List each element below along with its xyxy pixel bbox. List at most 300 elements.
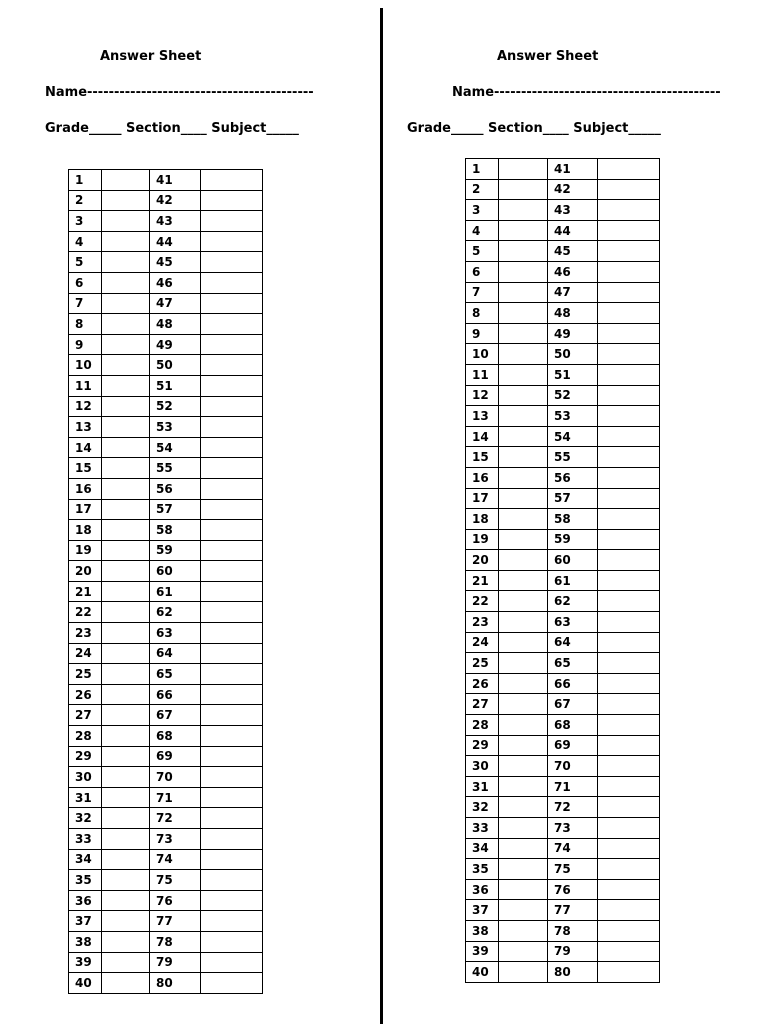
question-number: 19 [69,540,102,561]
question-number: 33 [466,818,499,839]
table-row [69,375,263,396]
answer-cell [102,767,150,788]
answer-cell [598,570,660,591]
table-row [466,529,660,550]
answer-cell [102,499,150,520]
question-number: 18 [466,509,499,530]
answer-cell [598,818,660,839]
question-number: 52 [548,385,598,406]
answer-cell [102,849,150,870]
answer-cell [598,406,660,427]
question-number: 57 [150,499,201,520]
question-number: 26 [69,684,102,705]
answer-cell [201,829,263,850]
table-row [69,973,263,994]
table-row [69,540,263,561]
question-number: 27 [466,694,499,715]
answer-cell [598,776,660,797]
answer-cell [201,478,263,499]
question-number: 11 [466,364,499,385]
answer-cell [201,870,263,891]
answer-cell [499,467,548,488]
answer-cell [499,261,548,282]
table-row [69,293,263,314]
table-row [466,323,660,344]
question-number: 29 [69,746,102,767]
question-number: 59 [548,529,598,550]
question-number: 2 [69,190,102,211]
question-number: 2 [466,179,499,200]
question-number: 58 [548,509,598,530]
question-number: 3 [466,200,499,221]
question-number: 57 [548,488,598,509]
question-number: 65 [548,653,598,674]
answer-cell [201,849,263,870]
answer-cell [102,684,150,705]
question-number: 37 [466,900,499,921]
question-number: 72 [548,797,598,818]
answer-cell [499,447,548,468]
answer-cell [102,931,150,952]
question-number: 16 [466,467,499,488]
answer-cell [598,673,660,694]
answer-cell [102,829,150,850]
answer-cell [201,787,263,808]
question-number: 40 [69,973,102,994]
question-number: 1 [69,170,102,191]
answer-cell [499,756,548,777]
question-number: 18 [69,520,102,541]
question-number: 65 [150,664,201,685]
answer-cell [201,890,263,911]
answer-cell [201,664,263,685]
answer-cell [201,170,263,191]
table-row [466,364,660,385]
question-number: 42 [150,190,201,211]
answer-cell [499,282,548,303]
table-row [69,231,263,252]
answer-cell [201,581,263,602]
table-row [69,643,263,664]
table-row [69,581,263,602]
answer-cell [499,488,548,509]
answer-cell [598,220,660,241]
question-number: 5 [466,241,499,262]
table-row [466,570,660,591]
question-number: 47 [548,282,598,303]
answer-table [68,169,263,994]
table-row [466,653,660,674]
question-number: 34 [69,849,102,870]
answer-cell [201,911,263,932]
answer-cell [102,231,150,252]
question-number: 73 [548,818,598,839]
table-row [69,417,263,438]
answer-cell [102,911,150,932]
table-row [466,220,660,241]
answer-cell [201,375,263,396]
question-number: 27 [69,705,102,726]
question-number: 78 [150,931,201,952]
table-row [69,314,263,335]
question-number: 46 [548,261,598,282]
question-number: 33 [69,829,102,850]
answer-cell [598,715,660,736]
answer-cell [499,632,548,653]
answer-cell [102,952,150,973]
answer-cell [598,467,660,488]
answer-cell [598,344,660,365]
answer-cell [499,694,548,715]
answer-cell [201,746,263,767]
question-number: 61 [150,581,201,602]
answer-cell [598,385,660,406]
question-number: 49 [150,334,201,355]
answer-cell [598,323,660,344]
answer-cell [598,879,660,900]
answer-cell [499,323,548,344]
answer-cell [102,705,150,726]
answer-cell [598,920,660,941]
question-number: 28 [69,726,102,747]
question-number: 74 [548,838,598,859]
table-row [69,849,263,870]
question-number: 30 [466,756,499,777]
table-row [69,952,263,973]
answer-cell [499,200,548,221]
question-number: 61 [548,570,598,591]
table-row [69,561,263,582]
question-number: 77 [150,911,201,932]
question-number: 63 [548,612,598,633]
question-number: 4 [69,231,102,252]
question-number: 72 [150,808,201,829]
question-number: 70 [548,756,598,777]
answer-cell [499,344,548,365]
question-number: 50 [150,355,201,376]
answer-cell [499,920,548,941]
grade-section-subject-line: Grade_____ Section____ Subject_____ [407,121,661,136]
answer-cell [201,705,263,726]
answer-cell [201,293,263,314]
question-number: 6 [466,261,499,282]
answer-cell [499,220,548,241]
sheet-title: Answer Sheet [497,49,599,64]
question-number: 63 [150,623,201,644]
question-number: 17 [466,488,499,509]
answer-cell [102,746,150,767]
answer-cell [201,458,263,479]
question-number: 20 [69,561,102,582]
table-row [466,818,660,839]
table-row [69,623,263,644]
table-row [69,520,263,541]
answer-cell [102,520,150,541]
answer-cell [201,417,263,438]
answer-cell [598,900,660,921]
answer-cell [201,931,263,952]
question-number: 67 [150,705,201,726]
question-number: 35 [69,870,102,891]
question-number: 46 [150,272,201,293]
answer-cell [598,159,660,180]
question-number: 43 [548,200,598,221]
question-number: 59 [150,540,201,561]
answer-cell [102,190,150,211]
table-row [466,673,660,694]
answer-cell [201,520,263,541]
question-number: 66 [548,673,598,694]
question-number: 77 [548,900,598,921]
question-number: 38 [466,920,499,941]
question-number: 24 [69,643,102,664]
question-number: 13 [69,417,102,438]
answer-cell [102,561,150,582]
answer-cell [598,859,660,880]
question-number: 28 [466,715,499,736]
answer-cell [201,334,263,355]
answer-cell [201,231,263,252]
answer-cell [102,211,150,232]
question-number: 50 [548,344,598,365]
table-row [466,859,660,880]
answer-cell [499,509,548,530]
question-number: 41 [150,170,201,191]
table-row [466,303,660,324]
answer-cell [598,632,660,653]
answer-cell [201,952,263,973]
answer-cell [499,550,548,571]
question-number: 29 [466,735,499,756]
table-row [69,664,263,685]
question-number: 52 [150,396,201,417]
question-number: 74 [150,849,201,870]
answer-cell [201,973,263,994]
question-number: 64 [150,643,201,664]
table-row [69,355,263,376]
question-number: 20 [466,550,499,571]
question-number: 9 [466,323,499,344]
answer-cell [201,808,263,829]
table-row [69,870,263,891]
answer-cell [102,890,150,911]
question-number: 60 [150,561,201,582]
answer-cell [102,252,150,273]
question-number: 58 [150,520,201,541]
answer-cell [598,962,660,983]
question-number: 67 [548,694,598,715]
table-row [466,694,660,715]
answer-cell [499,673,548,694]
answer-cell [201,602,263,623]
question-number: 24 [466,632,499,653]
sheet-title: Answer Sheet [100,49,202,64]
answer-cell [102,478,150,499]
answer-cell [102,458,150,479]
question-number: 38 [69,931,102,952]
question-number: 44 [548,220,598,241]
table-row [69,211,263,232]
answer-cell [201,396,263,417]
answer-cell [598,797,660,818]
question-number: 4 [466,220,499,241]
answer-cell [102,272,150,293]
table-row [466,550,660,571]
question-number: 14 [466,426,499,447]
question-number: 15 [466,447,499,468]
table-row [466,612,660,633]
question-number: 32 [466,797,499,818]
answer-cell [499,364,548,385]
question-number: 53 [548,406,598,427]
question-number: 22 [466,591,499,612]
answer-cell [499,900,548,921]
question-number: 25 [466,653,499,674]
answer-cell [499,179,548,200]
question-number: 79 [150,952,201,973]
table-row [466,879,660,900]
table-row [69,190,263,211]
question-number: 79 [548,941,598,962]
table-row [466,776,660,797]
table-row [466,344,660,365]
question-number: 51 [150,375,201,396]
table-row [466,282,660,303]
table-row [69,705,263,726]
answer-cell [201,314,263,335]
answer-table [465,158,660,983]
question-number: 21 [69,581,102,602]
answer-cell [598,200,660,221]
table-row [69,272,263,293]
table-row [466,591,660,612]
answer-cell [102,417,150,438]
question-number: 21 [466,570,499,591]
question-number: 26 [466,673,499,694]
table-row [466,900,660,921]
answer-cell [598,282,660,303]
answer-cell [598,735,660,756]
answer-cell [598,241,660,262]
table-row [69,478,263,499]
answer-cell [499,612,548,633]
question-number: 54 [548,426,598,447]
question-number: 9 [69,334,102,355]
question-number: 25 [69,664,102,685]
answer-cell [102,643,150,664]
answer-cell [102,334,150,355]
question-number: 8 [466,303,499,324]
question-number: 44 [150,231,201,252]
answer-cell [201,540,263,561]
answer-cell [102,787,150,808]
answer-cell [598,941,660,962]
table-row [69,437,263,458]
question-number: 36 [466,879,499,900]
answer-cell [499,241,548,262]
table-row [69,931,263,952]
table-row [466,385,660,406]
question-number: 40 [466,962,499,983]
question-number: 35 [466,859,499,880]
table-row [466,241,660,262]
answer-cell [499,776,548,797]
table-row [69,458,263,479]
answer-cell [102,581,150,602]
table-row [69,829,263,850]
answer-cell [201,643,263,664]
table-row [466,179,660,200]
question-number: 10 [466,344,499,365]
answer-cell [499,797,548,818]
question-number: 56 [150,478,201,499]
table-row [69,746,263,767]
table-row [69,170,263,191]
answer-cell [598,447,660,468]
question-number: 34 [466,838,499,859]
question-number: 78 [548,920,598,941]
table-row [69,602,263,623]
answer-cell [102,973,150,994]
question-number: 39 [466,941,499,962]
table-row [69,252,263,273]
table-row [69,334,263,355]
question-number: 60 [548,550,598,571]
answer-cell [201,499,263,520]
table-row [466,756,660,777]
table-row [466,447,660,468]
answer-cell [499,591,548,612]
answer-cell [499,838,548,859]
answer-cell [499,818,548,839]
question-number: 23 [466,612,499,633]
answer-cell [201,437,263,458]
question-number: 56 [548,467,598,488]
question-number: 68 [548,715,598,736]
answer-cell [598,591,660,612]
question-number: 48 [150,314,201,335]
question-number: 8 [69,314,102,335]
answer-cell [499,941,548,962]
answer-table-body [466,159,660,983]
answer-cell [499,859,548,880]
question-number: 51 [548,364,598,385]
question-number: 11 [69,375,102,396]
table-row [466,159,660,180]
answer-cell [102,870,150,891]
answer-cell [598,653,660,674]
answer-cell [201,561,263,582]
question-number: 19 [466,529,499,550]
answer-cell [102,808,150,829]
question-number: 43 [150,211,201,232]
question-number: 53 [150,417,201,438]
answer-cell [102,602,150,623]
answer-cell [598,612,660,633]
question-number: 64 [548,632,598,653]
answer-cell [102,314,150,335]
table-row [466,941,660,962]
answer-cell [102,355,150,376]
answer-cell [102,396,150,417]
answer-cell [102,623,150,644]
table-row [466,797,660,818]
table-row [69,808,263,829]
question-number: 42 [548,179,598,200]
question-number: 31 [69,787,102,808]
question-number: 62 [548,591,598,612]
answer-table-body [69,170,263,994]
